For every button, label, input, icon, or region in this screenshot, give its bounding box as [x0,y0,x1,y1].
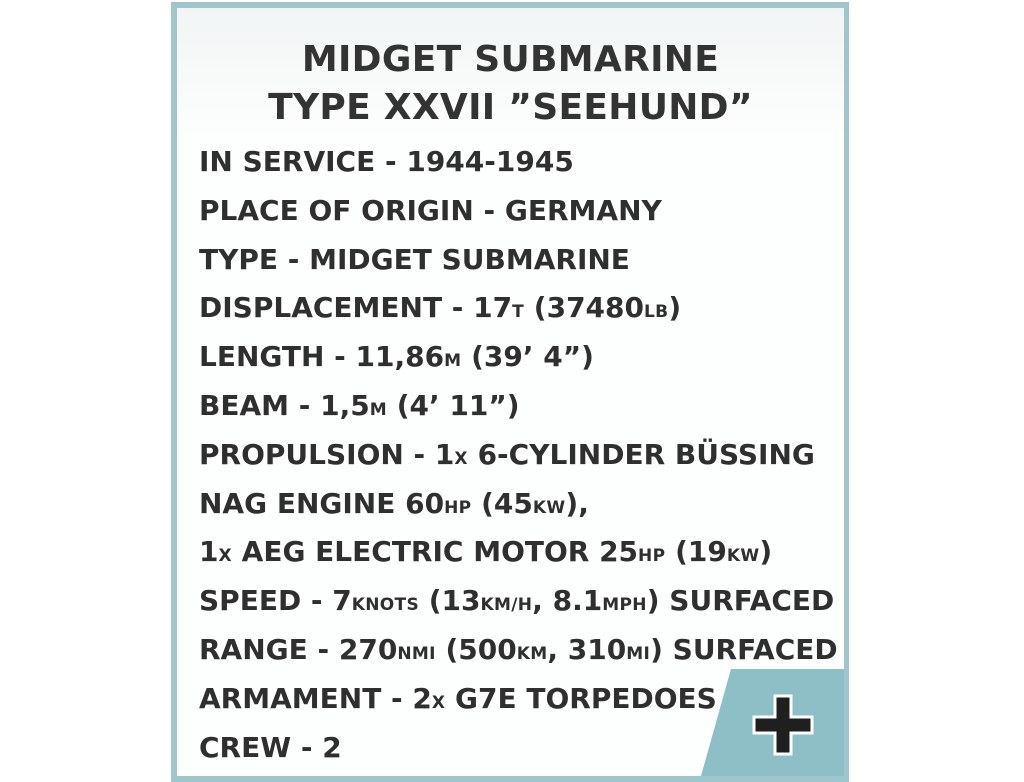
spec-text: G7E TORPEDOES [445,681,717,715]
spec-text: 1 [199,535,219,569]
spec-text: ) SURFACED [650,632,838,666]
unit-label: KM/H [480,595,533,616]
unit-label: KNOTS [351,595,419,616]
spec-text: ARMAMENT - 2 [199,681,432,715]
spec-propulsion-3 [199,528,838,577]
unit-label: M [444,351,462,372]
spec-text: NAG ENGINE 60 [199,486,445,520]
spec-speed [199,577,838,626]
unit-label: KW [532,497,566,518]
spec-crew: CREW - 2 [199,730,342,764]
spec-text: (19 [665,535,727,569]
spec-displacement [199,284,838,333]
spec-text: PROPULSION - 1 [199,437,455,471]
spec-card [171,2,849,782]
unit-label: X [431,692,446,713]
spec-text: (37480 [524,291,645,325]
spec-propulsion-2 [199,480,838,529]
spec-text: , 8.1 [532,584,603,618]
spec-in-service: IN SERVICE - 1944-1945 [199,145,574,178]
spec-text: DISPLACEMENT - 17 [199,291,513,325]
unit-label: X [454,448,468,469]
unit-label: KW [726,546,760,567]
spec-text: AEG ELECTRIC MOTOR 25 [231,535,639,569]
unit-label: MI [626,643,651,664]
spec-text: 6-CYLINDER BÜSSING [467,437,815,471]
unit-label: X [218,546,232,567]
spec-text: (45 [471,486,533,520]
unit-label: HP [444,497,472,518]
spec-text: (500 [435,632,517,666]
spec-text: (39’ 4”) [461,340,594,374]
unit-label: MPH [602,595,647,616]
spec-text: , 310 [547,632,627,666]
spec-length [199,333,838,382]
spec-place-of-origin: PLACE OF ORIGIN - GERMANY [199,193,662,227]
spec-beam [199,382,838,431]
spec-type: TYPE - MIDGET SUBMARINE [199,242,630,276]
spec-range [199,626,838,675]
spec-text: (13 [419,584,481,618]
unit-label: M [369,399,387,420]
title-line-2: TYPE XXVII ”SEEHUND” [268,87,753,128]
spec-text: (4’ 11”) [386,388,520,422]
spec-text: RANGE - 270 [199,632,398,666]
spec-text: ) SURFACED [646,584,835,618]
unit-label: HP [638,546,666,567]
spec-text: SPEED - 7 [199,584,352,618]
spec-text: LENGTH - 11,86 [199,340,445,374]
title-line-1: MIDGET SUBMARINE [301,39,720,80]
unit-label: NMI [397,643,436,664]
unit-label: T [512,302,525,323]
balkenkreuz-icon [752,694,814,756]
unit-label: LB [644,302,669,323]
spec-text: BEAM - 1,5 [199,388,370,422]
page-title [177,36,844,132]
spec-text: ) [759,535,773,569]
spec-propulsion-1 [199,431,838,480]
spec-text: ), [565,486,589,520]
spec-text: ) [668,291,682,325]
unit-label: KM [516,643,548,664]
